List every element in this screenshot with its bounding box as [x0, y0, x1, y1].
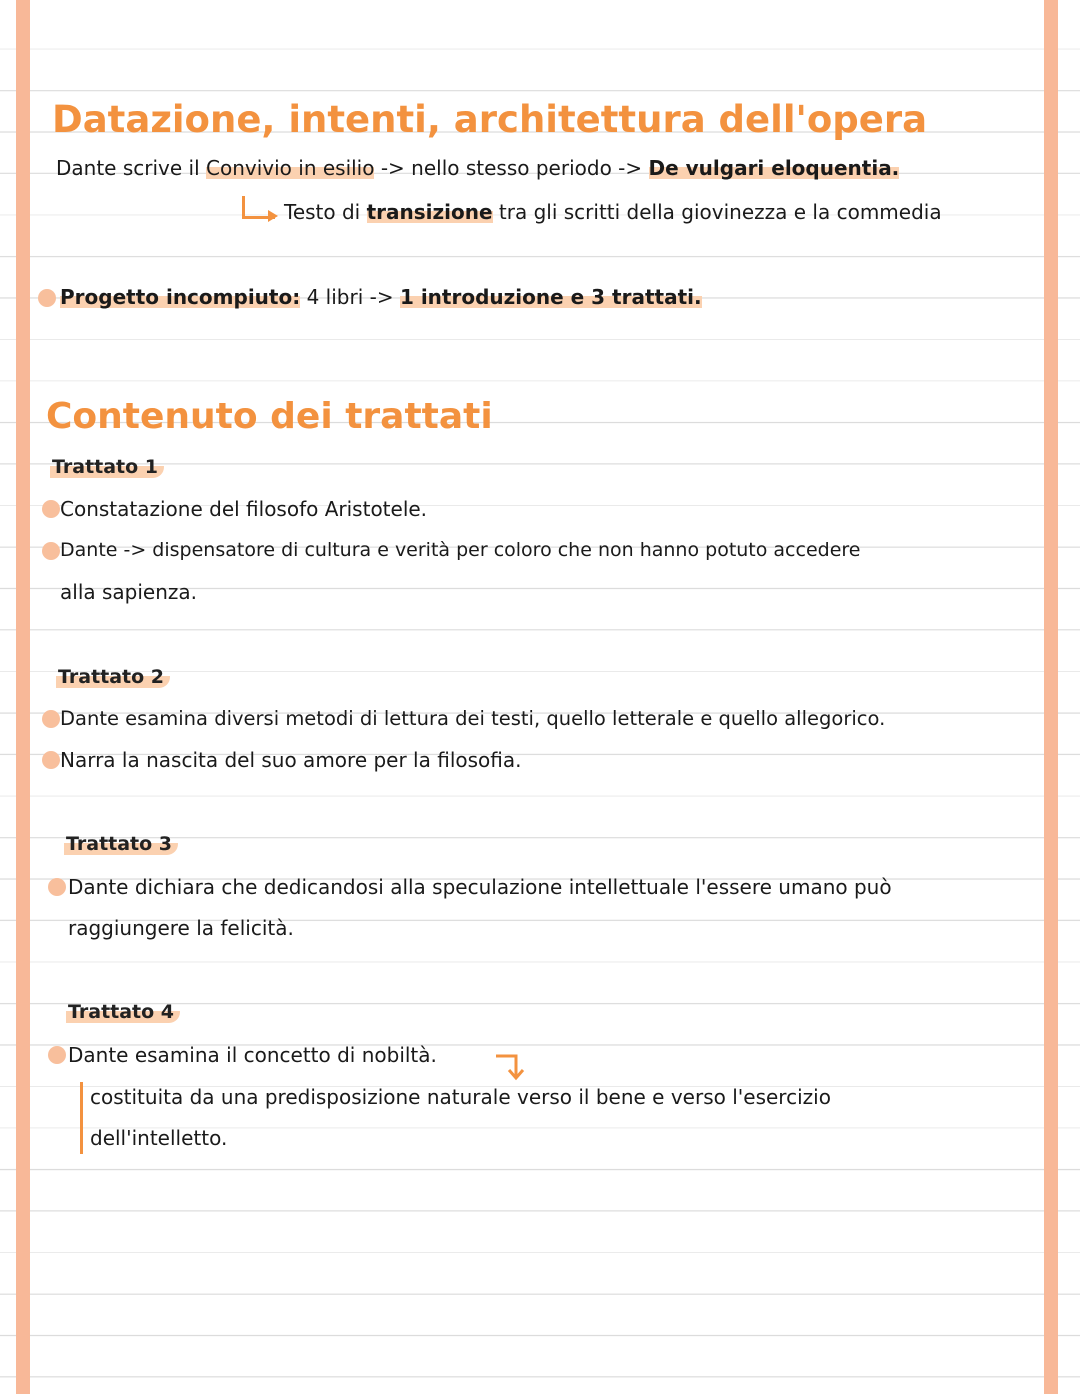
- trattato-1-bullet-2-line-2: alla sapienza.: [60, 580, 198, 604]
- transition-text-1: Testo di: [284, 200, 367, 224]
- trattato-2-title: Trattato 2: [56, 666, 170, 688]
- progetto-line: [60, 285, 702, 309]
- intro-line: [56, 156, 899, 180]
- bullet-dot: [42, 710, 60, 728]
- intro-text-1: Dante scrive il: [56, 156, 206, 180]
- trattato-3-bullet-1-line-2: raggiungere la felicità.: [68, 916, 294, 940]
- transition-line: [284, 200, 942, 224]
- definition-bar: [80, 1082, 83, 1154]
- trattato-2-bullet-1: Dante esamina diversi metodi di lettura dei testi, quello letterale e quello allegorico.: [60, 707, 886, 730]
- introduzione-highlight: 1 introduzione e 3 trattati.: [399, 285, 702, 309]
- arrow-head-icon: [268, 210, 278, 222]
- progetto-highlight: Progetto incompiuto:: [60, 285, 301, 309]
- bullet-dot: [42, 500, 60, 518]
- down-arrow-icon: [494, 1052, 526, 1082]
- progetto-text: 4 libri ->: [300, 285, 400, 309]
- transition-text-2: tra gli scritti della giovinezza e la commedia: [492, 200, 942, 224]
- trattato-4-definition-line-2: dell'intelletto.: [90, 1126, 228, 1150]
- trattato-3-bullet-1-line-1: Dante dichiara che dedicandosi alla speculazione intellettuale l'essere umano può: [68, 875, 892, 899]
- trattato-1-bullet-1: Constatazione del filosofo Aristotele.: [60, 497, 428, 521]
- trattato-1-bullet-2-line-1: Dante -> dispensatore di cultura e verità per coloro che non hanno potuto accedere: [60, 539, 861, 561]
- trattato-2-bullet-2: Narra la nascita del suo amore per la filosofia.: [60, 748, 522, 772]
- left-margin-bar: [16, 0, 30, 1394]
- de-vulgari-highlight: De vulgari eloquentia.: [648, 156, 900, 180]
- bullet-dot: [48, 1046, 66, 1064]
- bullet-dot: [42, 542, 60, 560]
- bullet-dot: [48, 878, 66, 896]
- convivio-highlight: Convivio in esilio: [206, 156, 375, 180]
- section-heading-contenuto: Contenuto dei trattati: [46, 396, 493, 437]
- trattato-3-title: Trattato 3: [64, 833, 178, 855]
- section-heading-datazione: Datazione, intenti, architettura dell'opera: [52, 98, 928, 141]
- trattato-1-title: Trattato 1: [50, 456, 164, 478]
- transizione-highlight: transizione: [366, 200, 493, 224]
- intro-text-2: -> nello stesso periodo ->: [374, 156, 649, 180]
- right-margin-bar: [1044, 0, 1058, 1394]
- bullet-dot: [42, 751, 60, 769]
- bullet-dot: [38, 289, 56, 307]
- trattato-4-bullet-1: Dante esamina il concetto di nobiltà.: [68, 1043, 437, 1067]
- trattato-4-title: Trattato 4: [66, 1001, 180, 1023]
- trattato-4-definition-line-1: costituita da una predisposizione naturale verso il bene e verso l'esercizio: [90, 1085, 831, 1109]
